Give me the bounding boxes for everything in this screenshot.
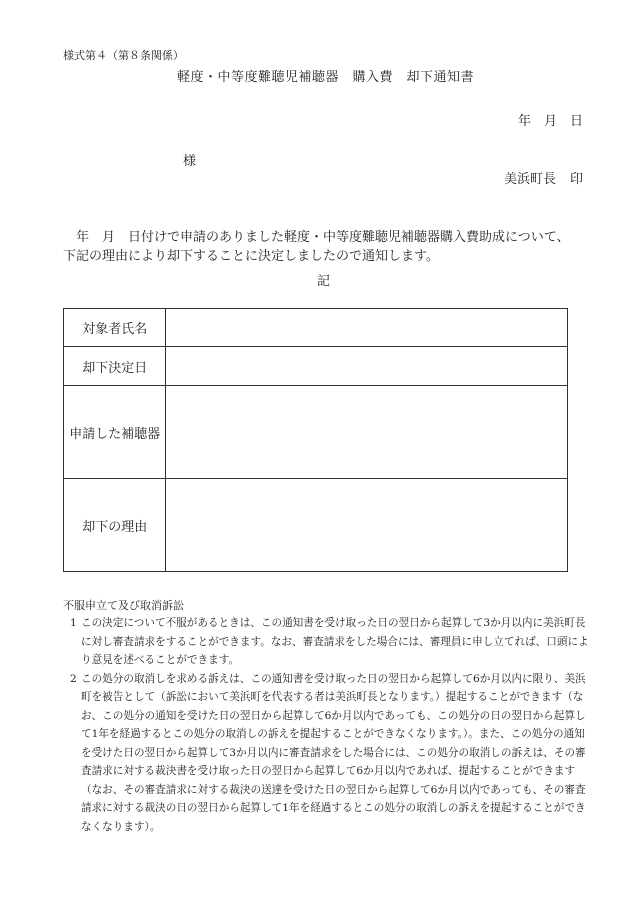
note-number: 2 [70, 672, 77, 685]
note-item [63, 614, 595, 670]
notice-body [63, 228, 583, 266]
note-number: 1 [70, 617, 77, 629]
table-label: 申請した補聴器 [64, 386, 166, 479]
rejection-reason-value-cell[interactable] [166, 479, 568, 572]
decision-date-value-cell[interactable] [166, 347, 568, 386]
appeal-notes [63, 614, 595, 836]
note-text: この処分の取消しを求める訴えは、この通知書を受け取った日の翌日から起算して6か月以内に限り、美浜町を被告として（訴訟において美浜町を代表する者は美浜町長となります。）提起することができます（なお、この処分の通知を受けた日の翌日から起算して6か月以内であっても、この処分の日の翌日から起算して1年を経過するとこの処分の取消しの訴えを提起することができなくなります。）。また、この処分の通知を受けた日の翌日から起算して3か月以内に審査請求をした場合には、この処分の取消しの訴えは、その審査請求に対する裁決書を受け取った日の翌日から起算して6か月以内であれば、提起することができます（なお、その審査請求に対する裁決の送達を受けた日の翌日から起算して6か月以内であっても、その審査請求に対する裁決の日の翌日から起算して1年を経過するとこの処分の取消しの訴えを提起することができなくなります）。 [81, 672, 586, 833]
appeal-heading: 不服申立て及び取消訴訟 [63, 599, 184, 612]
document-title: 軽度・中等度難聴児補聴器 購入費 却下通知書 [177, 70, 475, 85]
addressee-suffix: 様 [183, 154, 197, 169]
date-line: 年 月 日 [517, 114, 583, 129]
table-label: 却下の理由 [64, 479, 166, 572]
table-row [64, 386, 568, 479]
table-row [64, 347, 568, 386]
sender-block [504, 168, 583, 187]
table-label: 却下決定日 [64, 347, 166, 386]
table-row [64, 479, 568, 572]
sender-name: 美浜町長 [503, 172, 556, 187]
note-item [63, 670, 595, 837]
body-line-1: 年 月 日付けで申請のありました軽度・中等度難聴児補聴器購入費助成について、 [63, 230, 570, 245]
hearing-aid-value-cell[interactable] [166, 386, 568, 479]
note-text: この決定について不服があるときは、この通知書を受け取った日の翌日から起算して3か月以内に美浜町長に対し審査請求をすることができます。なお、審査請求をした場合には、審理員に申し立てれば、口頭により意見を述べることができます。 [81, 617, 589, 666]
name-value-cell[interactable] [166, 309, 568, 347]
info-table [63, 308, 568, 572]
seal-mark: 印 [569, 172, 583, 187]
table-label: 対象者氏名 [64, 309, 166, 347]
form-number: 様式第４（第８条関係） [63, 49, 184, 62]
ki-heading: 記 [317, 274, 331, 289]
body-line-2: 下記の理由により却下することに決定しましたので通知します。 [63, 249, 439, 264]
table-row [64, 309, 568, 347]
